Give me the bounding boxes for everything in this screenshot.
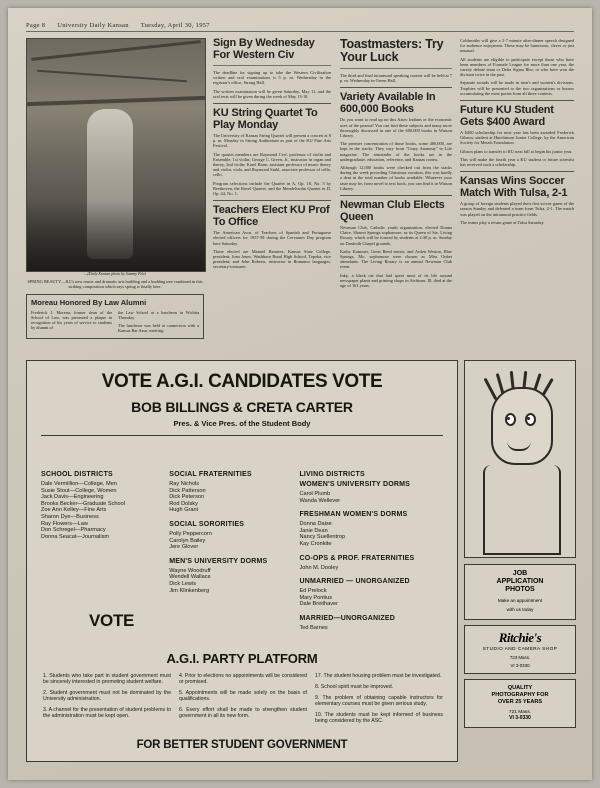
plank-8: 8. School spirit must be improved.	[315, 684, 394, 691]
quality-photography-ad	[464, 679, 576, 728]
job-line-2: APPLICATION	[496, 578, 544, 585]
shop-phone: VI 3-0330	[510, 662, 530, 668]
list-item: Janie Dean	[299, 527, 328, 534]
newman-para-2: Inky, a black cat that had spent most of its life around newspaper plants and printing shops in Atchison, Ill, died at the age of 161 years.	[340, 272, 452, 289]
married-title: MARRIED—UNORGANIZED	[299, 614, 396, 622]
plank-4: 4. Prior to elections no appointments will be considered or promised.	[179, 673, 307, 686]
quartet-para-2: Program selections include the Quartet in A, Op. 18, No. 5 by Beethoven, the Ravel Quartet, and the Mendelssohn Quartet in D, Op. 44, No. 1.	[213, 180, 331, 197]
plank-7: 17. The student housing problem must be investigated.	[315, 673, 442, 679]
school-districts-title: SCHOOL DISTRICTS	[41, 471, 113, 478]
plank-3: 3. A channel for the presentation of student problems to the administration must be kept open.	[43, 707, 171, 720]
ad-office: Pres. & Vice Pres. of the Student Body	[173, 419, 311, 428]
award-para-0: A $400 scholarship for next year has been awarded Frederick Gibson, student at Hutchinson Junior College, by the American Society for Metals Foundation.	[460, 130, 574, 146]
soccer-para-0: A group of foreign students played their first soccer game of the season Sunday and defeated a team from Tulsa, 2-1. The match was played on the intramural practice fields.	[460, 201, 574, 217]
moreau-para-0: Frederick J. Moreau, former dean of the School of Law, was presented a plaque in recognition of his years of service to students by alumni of	[31, 309, 112, 330]
right-ad-column	[464, 360, 574, 728]
story-headline-western-civ: Sign By Wednesday For Western Civ	[213, 37, 315, 61]
job-line-1: JOB	[512, 570, 528, 577]
story-headline-future-ku-student: Future KU Student Gets $400 Award	[460, 104, 554, 128]
living-districts-title: LIVING DISTRICTS	[299, 471, 365, 478]
list-item: Nancy Suellentrop	[299, 534, 346, 541]
moreau-story	[26, 294, 204, 338]
list-item: Wendell Wallace	[169, 574, 211, 581]
living-districts-block	[299, 471, 443, 639]
mens-dorms-title: MEN'S UNIVERSITY DORMS	[169, 557, 268, 565]
list-item: Jim Klinkenberg	[169, 587, 210, 594]
moreau-para-2: The luncheon was held in connection with a Kansas Bar Assn. meeting.	[118, 322, 199, 333]
soccer-para-1: The teams play a return game at Tulsa Saturday.	[460, 219, 545, 225]
page-number: Page 8	[26, 22, 46, 29]
list-item: Dick Patterson	[169, 487, 206, 494]
planks-column-1	[43, 673, 171, 730]
plank-9: 9. The problem of obtaining capable instructors for elementary courses must be given serious study.	[315, 695, 443, 708]
social-fraternities-list	[169, 481, 293, 514]
list-item: Kay Cronkite	[299, 540, 332, 547]
plank-2: 2. Student government must not be dominated by the University administration.	[43, 690, 171, 703]
western-civ-para-1: The written examination will be given Saturday, May 11, and the oral tests will be given during the week of May 13-18.	[213, 88, 331, 99]
list-item: Donna Daise	[299, 521, 332, 528]
shop-address: 723 Mass.	[509, 654, 531, 660]
list-item: John M. Dooley	[299, 564, 339, 571]
coops-list	[299, 565, 437, 572]
list-item: Rod Dolsky	[169, 500, 198, 507]
story-headline-variety: Variety Available In 600,000 Books	[340, 91, 436, 115]
ad-vote-big: VOTE	[89, 611, 135, 630]
list-item: Don Schregel—Pharmacy	[41, 527, 106, 534]
unmarried-title: UNMARRIED — UNORGANIZED	[299, 578, 410, 586]
plank-6: 6. Every effort shall be made to strengthen student government in all its new form.	[179, 707, 307, 720]
shop-tagline: STUDIO AND CAMERA SHOP	[482, 646, 558, 652]
photo-credit: —(Daily Kansan photo by Sammy Pelz)	[84, 272, 146, 276]
quality-line-1: QUALITY	[507, 684, 533, 691]
list-item: Hugh Grant	[169, 507, 199, 514]
job-sub-2: with us today	[506, 607, 534, 613]
social-sororities-list	[169, 531, 293, 551]
mens-dorms-list	[169, 568, 293, 594]
story-headline-newman-club: Newman Club Elects Queen	[340, 199, 445, 223]
fraternities-block	[169, 471, 299, 639]
planks-column-3	[315, 673, 443, 730]
teachers-para-1: Those elected are Manuel Ramirez, Kansas State College, president; Joan Jones, Washburn Rural High School, Topeka, vice president; and John Roberts, instructor in Romance languages, secretary-treasurer.	[213, 248, 331, 270]
quartet-para-1: The quartet members are Raymond Cerf, professor of violin and Ensemble, 1st violin; George C. Green, Jr., instructor in organ and theory, 2nd violin; Karel Biase, assistant professor of music theory and violin, viola, and Raymond Stuhl, associate professor of cello, cello.	[213, 151, 331, 178]
award-para-2: This will make the fourth year a KU student or future scientist has received such a scholarship.	[460, 156, 574, 168]
plank-10: 10. The students must be kept informed of business being considered by the ASC.	[315, 712, 443, 725]
quality-line-2: PHOTOGRAPHY FOR	[491, 691, 549, 698]
ad-vote-line	[27, 371, 457, 393]
variety-para-1: The premier concentration of those books, some 400,000, are kept in the stacks. They vary from "Crazy Anatomy" to Life magazine. The remainder of the books are in the undergraduate, education, reference, and Kansas rooms.	[340, 141, 452, 162]
coops-title: CO-OPS & PROF. FRATERNITIES	[299, 554, 415, 562]
vote-word-left: VOTE	[101, 371, 152, 392]
list-item: Dale Breithaver	[299, 601, 338, 608]
story-headline-string-quartet: KU String Quartet To Play Monday	[213, 107, 318, 131]
masthead-rule	[26, 31, 574, 32]
story-headline-soccer: Kansas Wins Soccer Match With Tulsa, 2-1	[460, 175, 568, 199]
award-para-1: Gibson plans to transfer to KU next fall to begin his junior year.	[460, 148, 573, 154]
column-four	[460, 38, 574, 228]
moreau-para-1: the Law School at a luncheon in Wichita Thursday.	[118, 309, 199, 320]
quality-phone: VI 3-0330	[509, 714, 531, 721]
list-item: Brooks Becker—Graduate School	[41, 500, 125, 507]
variety-para-2: Although 12,000 books were checked out from the stacks during the week preceding Christmas vacation, this was hardly a dent in the total number of books available. Whatever your taste may be, from novel to text book, you can find it in Watson Library.	[340, 165, 452, 191]
western-civ-para-0: The deadline for signing up to take the Western Civilization written and oral examinations is 5 p. m. Wednesday in the registrar's office, Strong Hall.	[213, 70, 331, 86]
masthead	[26, 22, 346, 29]
column-one	[26, 38, 204, 339]
job-line-3: PHOTOS	[505, 586, 535, 593]
list-item: Donna Seacat—Journalism	[41, 533, 110, 540]
job-sub-1: Make an appointment	[497, 598, 543, 603]
quartet-para-0: The University of Kansas String Quartet will present a concert at 8 p. m. Monday in Strong Auditorium as part of the KU Fine Arts Festival.	[213, 133, 331, 149]
issue-date: Tuesday, April 30, 1957	[140, 22, 210, 29]
unmarried-list	[299, 588, 437, 608]
list-item: Susie Stout—College, Women	[41, 487, 117, 494]
toastmasters-cont-0: Coldsmiths will give a 5-7 minute after-dinner speech designed for audience enjoyment. These may be humorous, clever or just unusual.	[460, 38, 574, 54]
list-item: Wayne Woodruff	[169, 567, 211, 574]
toastmasters-cont-1: All students are eligible to participate except those who have been members of Formale League for more than one year, the varsity debate team or Delta Sigma Rho, or who have won the division twice in the past.	[460, 56, 574, 78]
body-icon	[483, 465, 561, 555]
moreau-headline: Moreau Honored By Law Alumni	[31, 298, 147, 308]
list-item: Wanda Wellever	[299, 497, 341, 504]
story-headline-toastmasters: Toastmasters: Try Your Luck	[340, 37, 444, 64]
quality-line-3: OVER 25 YEARS	[497, 698, 543, 705]
column-three	[340, 38, 452, 291]
ad-platform-planks	[43, 673, 443, 730]
vote-word-right: VOTE	[332, 371, 383, 392]
newspaper-page	[8, 8, 592, 780]
story-headline-teachers-elect: Teachers Elect KU Prof To Office	[213, 204, 330, 228]
planks-column-2	[179, 673, 307, 730]
ad-platform-title: A.G.I. PARTY PLATFORM	[166, 651, 318, 666]
womens-dorms-list	[299, 491, 437, 504]
list-item: Dale Vermillion—College, Men	[41, 481, 117, 487]
list-item: Sharon Dye—Business	[41, 513, 99, 520]
married-list	[299, 625, 437, 632]
list-item: Ray Nichols	[169, 481, 200, 487]
teachers-para-0: The American Assn. of Teachers of Spanish and Portuguese elected officers for 1957-58 during the Cervantes Day program here Saturday.	[213, 230, 331, 246]
plank-1: 1. Students who take part in student government must be sincerely interested in promoting student welfare.	[43, 673, 171, 686]
plank-5: 5. Appointments will be made solely on the basis of qualifications.	[179, 690, 307, 703]
list-item: Dick Lewis	[169, 580, 196, 587]
list-item: Zoe Ann Kelley—Fine Arts	[41, 507, 107, 514]
shop-name: Ritchie's	[498, 629, 542, 645]
list-item: Ed Prelock	[299, 588, 327, 595]
newman-para-1: Kathy Kummer, Great Bend senior, and Arden Weston, Blue Springs, Mo. sophomore were chosen as Miss Oubet attendants. The Living Rosary is an annual Newman Club event.	[340, 248, 452, 270]
spring-beauty-photo	[26, 38, 206, 272]
face-icon	[491, 387, 553, 465]
list-item: Carol Plumb	[299, 491, 331, 497]
column-two	[213, 38, 331, 273]
list-item: Jere Glover	[169, 544, 199, 551]
list-item: Polly Peppercorn	[169, 530, 212, 537]
variety-para-0: Do you want to read up on this Aztec Indians or the economic uses of the peanut? You can find these subjects and many more thoroughly discussed in one of the 600,000 books in Watson Library.	[340, 117, 452, 139]
paper-name: University Daily Kansan	[57, 22, 129, 29]
list-item: Mary Pontius	[299, 594, 333, 601]
camera-shop-ad	[464, 625, 576, 674]
freshman-womens-title: FRESHMAN WOMEN'S DORMS	[299, 511, 408, 519]
ad-slogan: FOR BETTER STUDENT GOVERNMENT	[136, 739, 348, 751]
social-fraternities-title: SOCIAL FRATERNITIES	[169, 471, 252, 478]
freshman-womens-list	[299, 521, 437, 547]
social-sororities-title: SOCIAL SORORITIES	[169, 520, 245, 528]
photo-caption: SPRING BEAUTY—KU's new music and dramatic arts building and a budding tree combined in this striking composition which says spring is finally here.	[27, 279, 203, 290]
newman-para-0: Newman Club, Catholic youth organization, elected Donna Claire, Sharon Springs sophomore, as its Queen of Ste. Living Rosary, which will be formed by students at 2:30 p. m. Sunday on Danforth Chapel grounds.	[340, 225, 452, 246]
cartoon-illustration	[464, 360, 576, 558]
list-item: Jack Davis—Engineering	[41, 494, 104, 501]
ad-candidates: BOB BILLINGS & CRETA CARTER	[131, 399, 353, 415]
quality-address: 721 Mass.	[508, 709, 532, 715]
agi-campaign-ad	[26, 360, 458, 762]
toastmasters-para-0: The third and final intramural speaking contest will be held at 7 p. m. Wednesday in Green Hall.	[340, 73, 452, 84]
list-item: Ted Barnes	[299, 624, 328, 631]
job-application-photos-ad	[464, 564, 576, 620]
toastmasters-cont-2: Separate awards will be made in men's and women's divisions. Trophies will be presented to the two organizations or houses accumulating the most points from all three contests.	[460, 80, 574, 96]
list-item: Dick Peterson	[169, 494, 205, 501]
ad-headline: A.G.I. CANDIDATES	[156, 371, 328, 392]
school-districts-list	[41, 481, 163, 540]
list-item: Ray Flowers—Law	[41, 520, 88, 527]
list-item: Carolyn Bailey	[169, 537, 206, 544]
womens-dorms-title: WOMEN'S UNIVERSITY DORMS	[299, 481, 411, 488]
